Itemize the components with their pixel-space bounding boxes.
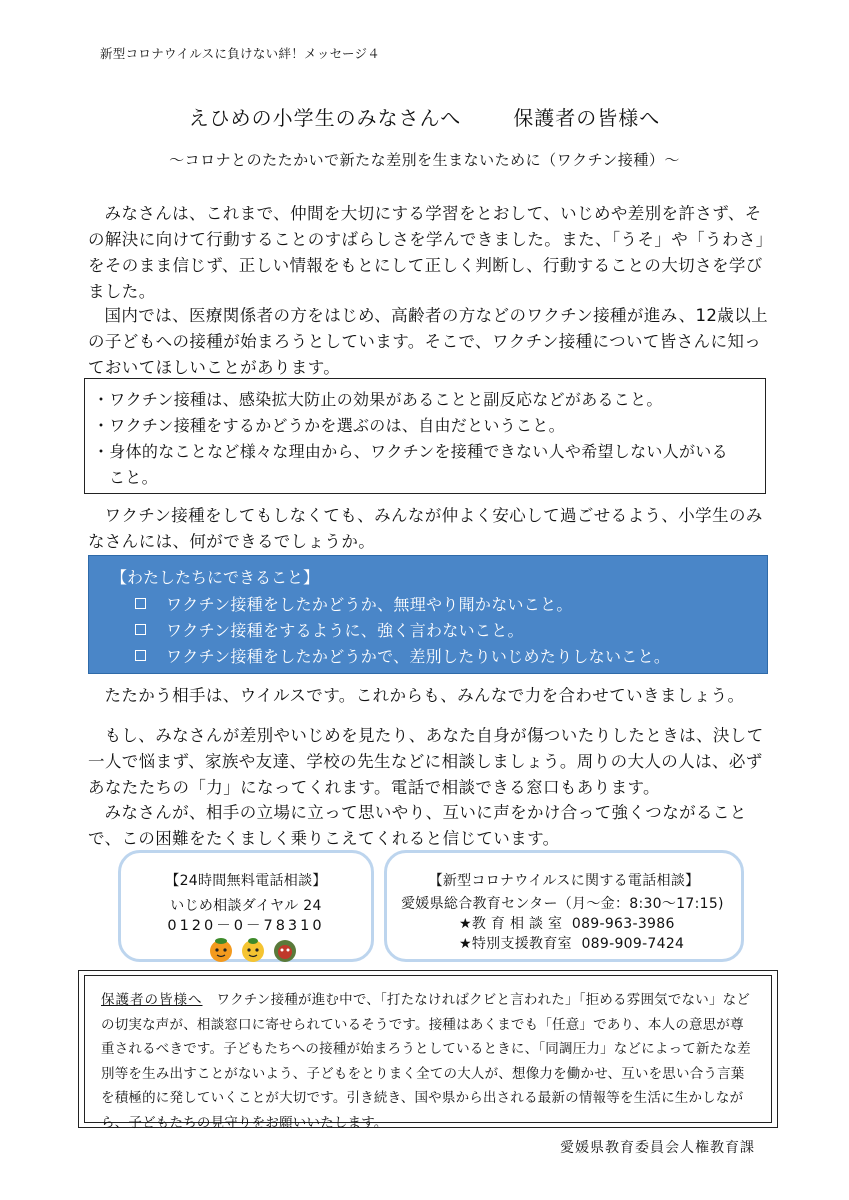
checkbox-icon [135, 624, 146, 635]
action-item [111, 644, 767, 670]
action-item-text: ワクチン接種をするように、強く言わないこと。 [166, 621, 524, 640]
subtitle: ～コロナとのたたかいで新たな差別を生まないために（ワクチン接種）～ [169, 151, 680, 169]
key-points-box [84, 378, 766, 494]
title-students: えひめの小学生のみなさんへ [188, 106, 462, 130]
footer-issuer: 愛媛県教育委員会人権教育課 [560, 1140, 755, 1156]
title-guardians: 保護者の皆様へ [513, 106, 661, 130]
bullet-text: ・ワクチン接種をするかどうかを選ぶのは、自由だということ。 [93, 416, 565, 435]
guardian-note-title: 保護者の皆様へ [101, 992, 203, 1008]
guardian-note-box [78, 970, 778, 1131]
series-title: 新型コロナウイルスに負けない絆！メッセージ４ [100, 46, 381, 61]
bullet-item [93, 387, 759, 413]
contact-24h-name: いじめ相談ダイヤル 24 [170, 898, 322, 914]
paragraph-intro: みなさんは、これまで、仲間を大切にする学習をとおして、いじめや差別を許さず、その解決に向けて行動することのすばらしさを学んできました。また、「うそ」や「うわさ」をそのまま信じず、正しい情報をもとにして正しく判断し、行動することの大切さを学びました。 [88, 204, 765, 301]
action-item [111, 592, 767, 618]
paragraph-consult: もし、みなさんが差別やいじめを見たり、あなた自身が傷ついたりしたときは、決して一人で悩まず、家族や友達、学校の先生などに相談しましょう。周りの大人の人は、必ずあなたたちの「力」になってくれます。電話で相談できる窓口もあります。 [88, 726, 764, 797]
special-support-phone[interactable]: 089-909-7424 [581, 936, 685, 952]
contact-24h-phone[interactable]: 0120－0－78310 [167, 918, 325, 934]
contact-box-covid [384, 850, 744, 962]
counseling-room-phone[interactable]: 089-963-3986 [571, 916, 675, 932]
bullet-text: ・ワクチン接種は、感染拡大防止の効果があることと副反応などがあること。 [93, 390, 663, 409]
bullet-item [93, 439, 759, 491]
contact-covid-heading: 【新型コロナウイルスに関する電話相談】 [428, 873, 700, 889]
contact-covid-line2 [401, 934, 741, 954]
checkbox-icon [135, 598, 146, 609]
guardian-note-text: ワクチン接種が進む中で、「打たなければクビと言われた」「拒める雰囲気でない」などの切実な声が、相談窓口に寄せられているそうです。接種はあくまでも「任意」であり、本人の意思が尊重されるべきです。子どもたちへの接種が始まろうとしているときに、「同調圧力」などによって新たな差別等を生み出すことがないよう、子どもをとりまく全ての大人が、想像力を働かせ、互いを思い合う言葉を積極的に発していくことが大切です。引き続き、国や県から出される最新の情報等を生活に生かしながら、子どもたちの見守りをお願いいたします。 [101, 992, 751, 1131]
bullet-text: ・身体的なことなど様々な理由から、ワクチンを接種できない人や希望しない人がいる [93, 442, 728, 461]
paragraph-question: ワクチン接種をしてもしなくても、みんなが仲よく安心して過ごせるよう、小学生のみなさんには、何ができるでしょうか。 [88, 506, 763, 551]
what-we-can-do-title: 【わたしたちにできること】 [111, 568, 320, 587]
contact-covid-body [387, 894, 741, 954]
contact-box-24h [118, 850, 374, 962]
special-support-label: ★特別支援教育室 [459, 936, 572, 952]
contact-covid-center: 愛媛県総合教育センター（月～金：8:30～17:15) [401, 896, 724, 912]
paragraph-closing: みなさんが、相手の立場に立って思いやり、互いに声をかけ合って強くつながることで、この困難をたくましく乗りこえてくれると信じています。 [88, 803, 747, 848]
action-item-text: ワクチン接種をしたかどうかで、差別したりいじめたりしないこと。 [166, 647, 671, 666]
page-title [0, 102, 849, 131]
contact-covid-line1 [401, 914, 741, 934]
paragraph-enemy: たたかう相手は、ウイルスです。これからも、みんなで力を合わせていきましょう。 [104, 686, 745, 705]
what-we-can-do-box [88, 555, 768, 674]
action-item [111, 618, 767, 644]
counseling-room-label: ★教 育 相 談 室 [459, 916, 563, 932]
action-item-text: ワクチン接種をしたかどうか、無理やり聞かないこと。 [166, 595, 573, 614]
checkbox-icon [135, 650, 146, 661]
mascot-characters-icon [205, 935, 305, 963]
bullet-item [93, 413, 759, 439]
bullet-continuation: こと。 [109, 468, 158, 487]
guardian-note-inner [84, 975, 772, 1131]
contact-24h-heading: 【24時間無料電話相談】 [165, 873, 327, 889]
paragraph-vaccination: 国内では、医療関係者の方をはじめ、高齢者の方などのワクチン接種が進み、12歳以上の子どもへの接種が始まろうとしています。そこで、ワクチン接種について皆さんに知っておいてほしいことがあります。 [88, 306, 769, 377]
